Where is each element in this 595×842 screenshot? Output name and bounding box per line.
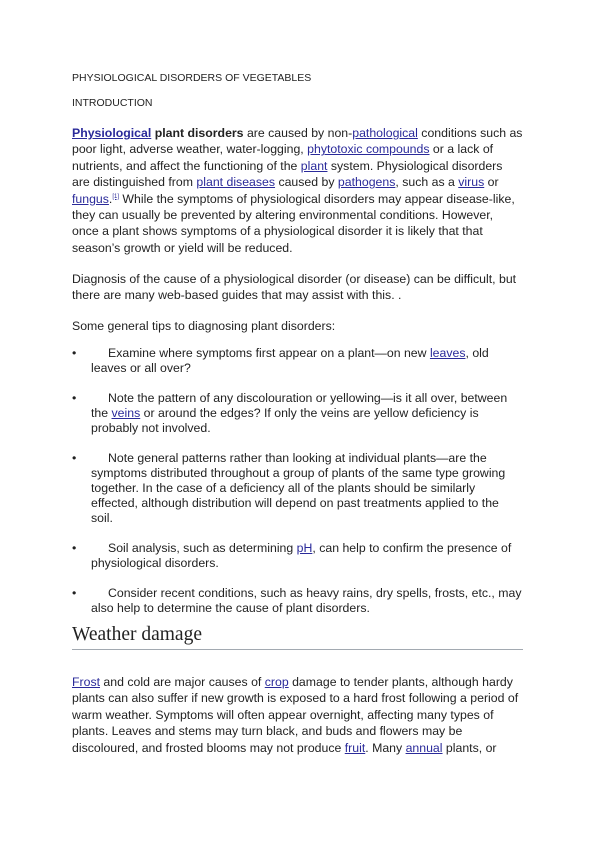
link-physiological[interactable]: Physiological: [72, 126, 152, 140]
reference-1[interactable]: [1]: [112, 193, 120, 200]
weather-paragraph: Frost and cold are major causes of crop damage to tender plants, although hardy plants can also suffer if new growth is exposed to a hard frost following a period of warm weather. Symptoms will often appear overnight, affecting many types of plants. Leaves and stems may turn black, and buds and flowers may be discoloured, and frosted blooms may not produce fruit. Many annual plants, or: [72, 675, 519, 755]
bold-plant-disorders: plant disorders: [151, 126, 244, 140]
link-phytotoxic-compounds[interactable]: phytotoxic compounds: [307, 142, 430, 157]
link-crop[interactable]: crop: [264, 675, 289, 689]
link-annual[interactable]: annual: [405, 740, 443, 755]
link-virus[interactable]: virus: [458, 175, 485, 190]
list-item: • Note the pattern of any discolouration or yellowing—is it all over, between the veins or around the edges? If only the veins are yellow deficiency is probably not involved.: [72, 391, 508, 435]
tips-intro: Some general tips to diagnosing plant disorders:: [72, 319, 336, 333]
intro-paragraph: Physiological plant disorders are caused by non-pathological conditions such as poor light, adverse weather, water-logging, phytotoxic compounds or a lack of nutrients, and affect the functioning of the plant system. Physiological disorders are distinguished from plant diseases caused by pathogens, such as a virus or fungus.[1] While the symptoms of physiological disorders may appear disease-like, they can usually be prevented by altering environmental conditions. However, once a plant shows symptoms of a physiological disorder it is likely that that season’s growth or yield will be reduced.: [72, 126, 523, 255]
link-ph[interactable]: pH: [296, 541, 313, 555]
heading-weather-damage: Weather damage: [72, 624, 523, 650]
list-item: • Soil analysis, such as determining pH, can help to confirm the presence of physiological disorders.: [72, 541, 512, 570]
link-fruit[interactable]: fruit: [344, 740, 366, 755]
list-item: • Consider recent conditions, such as heavy rains, dry spells, frosts, etc., may also help to determine the cause of plant disorders.: [72, 586, 522, 615]
list-item: • Examine where symptoms first appear on a plant—on new leaves, old leaves or all over?: [72, 346, 489, 375]
tips-list: [72, 346, 523, 631]
section-label-introduction: INTRODUCTION: [72, 97, 153, 109]
link-pathogens[interactable]: pathogens: [337, 175, 396, 190]
link-veins[interactable]: veins: [111, 406, 141, 420]
link-frost[interactable]: Frost: [72, 675, 101, 689]
link-pathological[interactable]: pathological: [352, 126, 418, 140]
link-plant-diseases[interactable]: plant diseases: [196, 175, 276, 190]
bullet-marker: •: [72, 346, 77, 360]
document-title: PHYSIOLOGICAL DISORDERS OF VEGETABLES: [72, 72, 312, 84]
bullet-marker: •: [72, 391, 77, 405]
diagnosis-paragraph: Diagnosis of the cause of a physiological disorder (or disease) can be difficult, but there are many web-based guides that may assist with this. .: [72, 272, 517, 303]
link-fungus[interactable]: fungus: [72, 191, 109, 206]
bullet-marker: •: [72, 586, 77, 600]
bullet-marker: •: [72, 541, 77, 555]
link-plant[interactable]: plant: [300, 158, 328, 173]
link-leaves[interactable]: leaves: [429, 346, 466, 360]
list-item: • Note general patterns rather than looking at individual plants—are the symptoms distributed throughout a group of plants of the same type growing together. In the case of a deficiency all of the plants should be similarly effected, although distribution will depend on past treatments applied to the soil.: [72, 451, 506, 525]
bullet-marker: •: [72, 451, 77, 465]
